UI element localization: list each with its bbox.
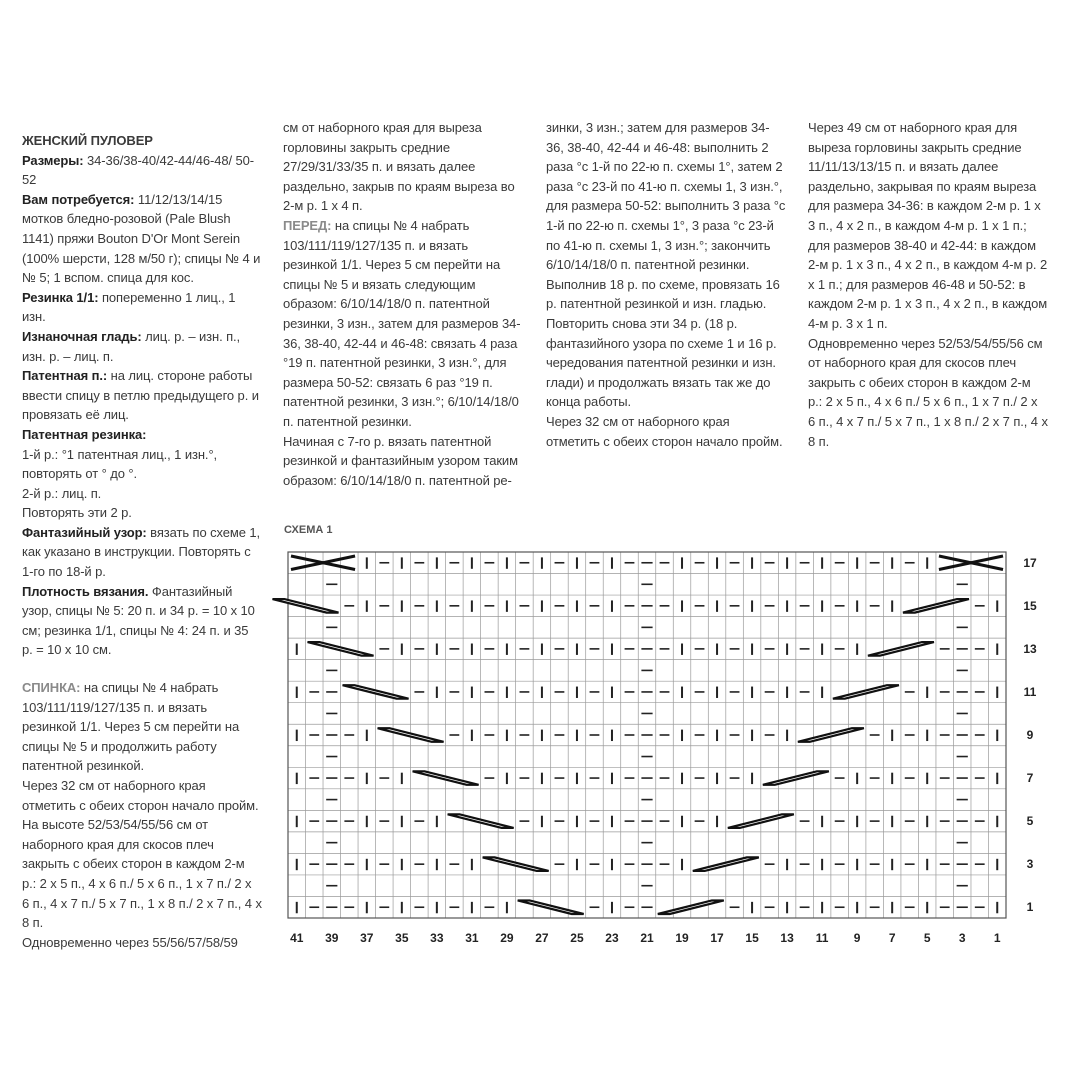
patent-rib-row2: 2-й р.: лиц. п. [22,485,102,501]
patent-rib-row1: 1-й р.: °1 патентная лиц., 1 изн.°, повторять от ° до °. [22,446,218,482]
row-label: 5 [1026,814,1034,829]
patent-rib-repeat: Повторять эти 2 р. [22,505,132,521]
column-label: 13 [780,931,794,945]
purl-label: Изнаночная гладь: [22,328,142,344]
rib-paragraph [22,288,262,327]
column-label: 21 [640,931,654,945]
row-label: 3 [1026,857,1034,872]
column-label: 1 [993,931,1001,945]
row-label: 11 [1023,684,1037,699]
front-pattern-start: Начиная с 7-го р. вязать патентной резинкой и фантазийным узором таким образом: 6/10/14/18/0 п. патентной ре- [283,433,518,488]
sizes-paragraph [22,151,262,190]
text-column-2 [283,118,523,490]
front-pattern-continued: зинки, 3 изн.; затем для размеров 34-36, 38-40, 42-44 и 46-48: выполнить 2 раза °с 1-й по 22-ю п. схемы 1°, затем 2 раза °с 23-й по 41-ю п. схемы 1, 3 изн.°, для размера 50-52: выполнить 3 раза °с 1-й по 22-ю п. схемы 1°, 3 раза °с 23-й по 41-ю п. схемы 1, 3 изн.°; закончить 6/10/14/18/0 п. патентной резинки. [546,120,786,273]
row-label: 9 [1026,728,1034,742]
sizes-text: 34-36/38-40/42-44/46-48/ 50-52 [22,152,255,188]
patent-stitch-label: Патентная п.: [22,368,108,384]
materials-label: Вам потребуется: [22,191,135,207]
purl-text: лиц. р. – изн. п., изн. р. – лиц. п. [22,328,241,364]
column-label: 15 [745,931,759,945]
back-neckline: см от наборного края для выреза горловины закрыть средние 27/29/31/33/35 п. и вязать далее раздельно, закрыв по краям выреза во 2-м р. 1 х 4 п. [283,120,515,214]
front-label: ПЕРЕД: [283,217,332,233]
back-label: СПИНКА: [22,680,81,696]
back-neckline-start: Одновременно через 55/56/57/58/59 [22,934,238,950]
chart-title: СХЕМА 1 [284,524,333,536]
column-label: 37 [360,931,374,945]
column-label: 17 [710,931,724,945]
front-repeat: Выполнив 18 р. по схеме, провязать 16 р. патентной резинкой и изн. гладью. Повторить снова эти 34 р. (18 р. фантазийного узора по схеме 1 и 16 р. чередования патентной резинки и изн. глади) и продолжать вязать так же до конца работы. [546,276,780,410]
fancy-pattern-text: вязать по схеме 1, как указано в инструкции. Повторять с 1-го по 18-й р. [22,524,260,580]
row-label: 13 [1023,641,1037,656]
fancy-pattern-label: Фантазийный узор: [22,524,147,540]
column-label: 19 [675,931,689,945]
row-label: 17 [1023,555,1037,570]
front-neckline: Через 49 см от наборного края для выреза горловины закрыть средние 11/11/13/13/15 п. и вязать далее раздельно, закрывая по краям выреза для размера 34-36: в каждом 2-м р. 1 х 3 п., 4 х 2 п., в каждом 4-м р. 1 х 1 п.; для размеров 38-40 и 42-44: в каждом 2-м р. 1 х 3 п., 4 х 2 п., в каждом 4-м р. 2 х 1 п.; для размеров 46-48 и 50-52: в каждом 2-м р. 1 х 3 п., 4 х 2 п., в каждом 4-м р. 3 х 1 п. [808,120,1048,331]
column-label: 33 [430,931,444,945]
front-paragraph [283,216,523,432]
column-label: 31 [465,931,479,945]
column-label: 41 [290,931,304,945]
sizes-label: Размеры: [22,152,84,168]
text-column-3 [546,118,786,451]
materials-paragraph [22,190,262,288]
row-label: 1 [1026,900,1034,915]
article-title: ЖЕНСКИЙ ПУЛОВЕР [22,133,153,148]
purl-paragraph [22,327,262,366]
column-label: 7 [888,931,896,945]
text-column-4 [808,118,1048,451]
density-label: Плотность вязания. [22,583,149,599]
front-shoulders: Одновременно через 52/53/54/55/56 см от наборного края для скосов плеч закрыть с обеих сторон в каждом 2-м р.: 2 х 5 п., 4 х 6 п./ 5 х 6 п., 1 х 7 п./ 2 х 6 п., 4 х 7 п./ 5 х 7 п., 1 х 8 п./ 2 х 7 п., 4 х 8 п. [808,335,1048,449]
patent-stitch-text: на лиц. стороне работы ввести спицу в петлю предыдущего р. и провязать её лиц. [22,368,259,423]
column-label: 39 [325,931,339,945]
column-label: 5 [923,931,931,945]
column-label: 23 [605,931,619,945]
back-armhole: Через 32 см от наборного края отметить с обеих сторон начало пройм. [22,778,259,813]
column-label: 35 [395,931,409,945]
patent-stitch-paragraph [22,366,262,425]
materials-text: 11/12/13/14/15 мотков бледно-розовой (Pale Blush 1141) пряжи Bouton D'Or Mont Serein (100% шерсти, 128 м/50 г); спицы № 4 и № 5; 1 вспом. спица для кос. [22,191,261,286]
row-label: 15 [1023,598,1037,613]
knitting-chart [0,540,1080,960]
front-armhole: Через 32 см от наборного края отметить с обеих сторон начало пройм. [546,413,783,449]
column-label: 9 [853,931,861,945]
back-text: на спицы № 4 набрать 103/111/119/127/135 п. и вязать резинкой 1/1. Через 5 см перейти на спицы № 5 и продолжить работу патентной резинкой. [22,680,240,774]
front-text: на спицы № 4 набрать 103/111/119/127/135 п. и вязать резинкой 1/1. Через 5 см перейти на спицы № 5 и вязать следующим образом: 6/10/14/18/0 п. патентной резинки, 3 изн., затем для размеров 34-36, 38-40, 42-44 и 46-48: связать 4 раза °19 п. патентной резинки, 3 изн.°, для размера 50-52: связать 6 раз °19 п. патентной резинки, 3 изн.°; 6/10/14/18/0 п. патентной резинки. [283,217,521,429]
row-label: 7 [1026,771,1034,786]
density-text: Фантазийный узор, спицы № 5: 20 п. и 34 р. = 10 х 10 см; резинка 1/1, спицы № 4: 24 п. и 35 р. = 10 х 10 см. [22,583,255,658]
column-label: 29 [500,931,514,945]
back-shoulders: На высоте 52/53/54/55/56 см от наборного края для скосов плеч закрыть с обеих сторон в каждом 2-м р.: 2 х 5 п., 4 х 6 п./ 5 х 6 п., 1 х 7 п./ 2 х 6 п., 4 х 7 п./ 5 х 7 п., 1 х 8 п./ 2 х 7 п., 4 х 8 п. [22,817,262,931]
patent-rib-label: Патентная резинка: [22,426,147,442]
column-label: 25 [570,931,584,945]
rib-text: попеременно 1 лиц., 1 изн. [22,289,236,325]
rib-label: Резинка 1/1: [22,289,99,305]
column-label: 3 [958,931,966,945]
column-label: 11 [815,931,829,945]
column-label: 27 [535,931,549,945]
